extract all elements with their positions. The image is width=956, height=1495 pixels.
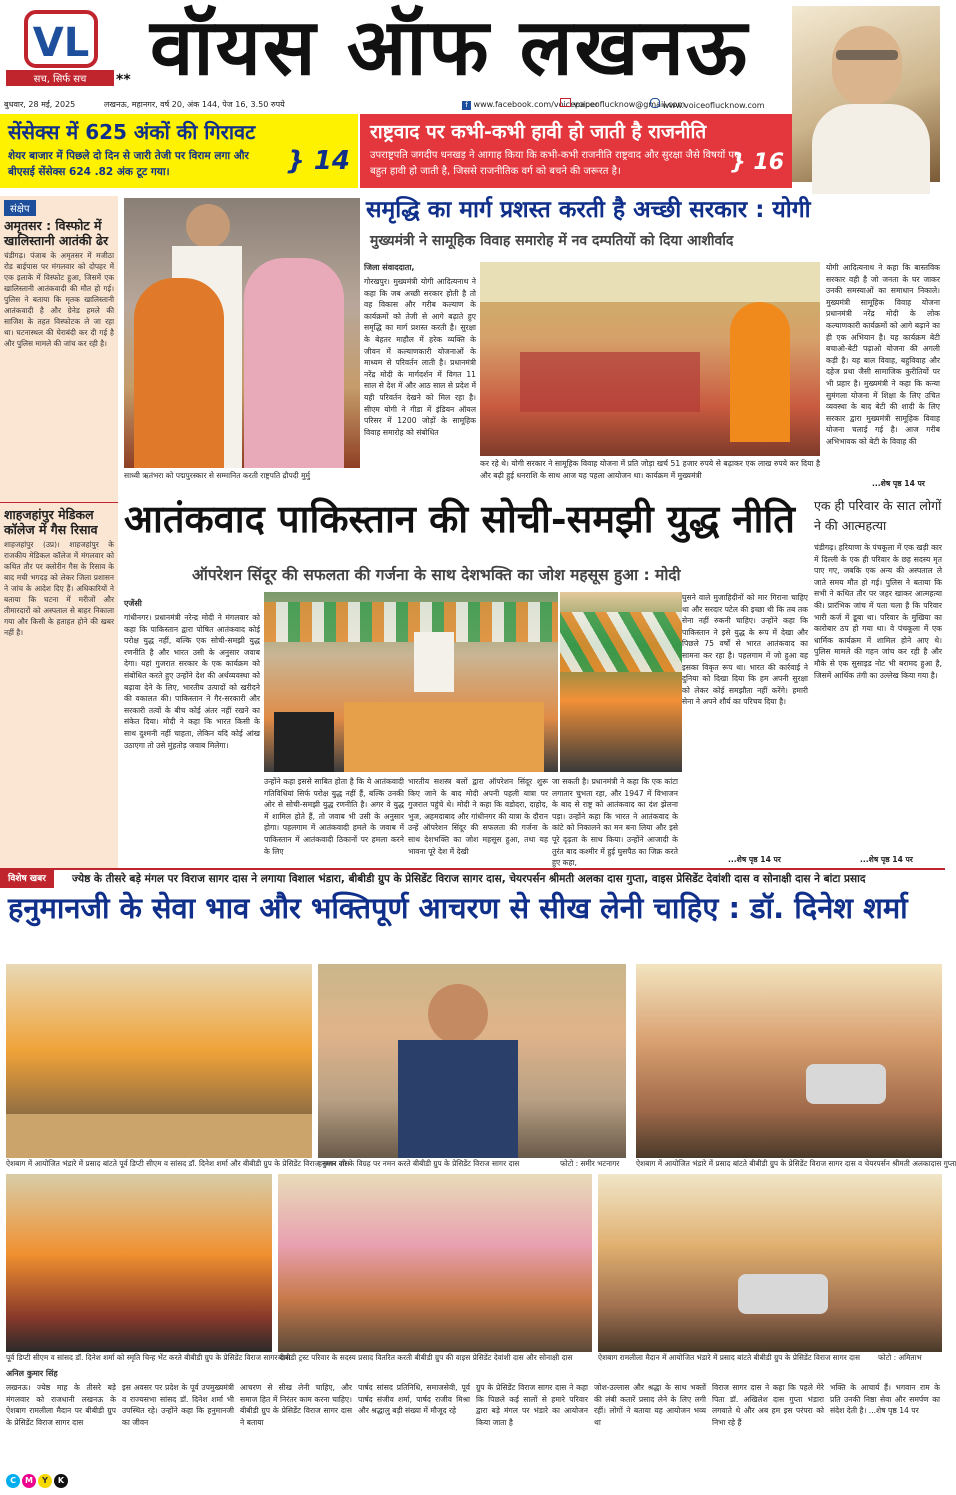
newspaper-logo [6,8,114,88]
bhandara-caption-1: ऐशबाग में आयोजित भंडारे में प्रसाद बांटते पूर्व डिप्टी सीएम व सांसद डॉ. दिनेश शर्मा और बीबीडी ग्रुप के प्रेसिडेंट विराज सागर दास [6,1159,350,1168]
bhandara-column-7: विराज सागर दास ने कहा कि पहले मेरे पिता डॉ. अखिलेश दास गुप्ता भंडारा लगवाते थे और अब हम इस परंपरा को निभा रहे हैं [712,1383,824,1427]
bhandara-photo-2 [318,964,626,1158]
nationalism-ticker[interactable] [360,114,792,188]
facebook-icon: f [462,101,471,110]
vice-president-portrait [792,6,940,182]
sensex-ticker[interactable] [0,114,358,188]
main-subhead: ऑपरेशन सिंदूर की सफलता की गर्जना के साथ देशभक्ति का जोश महसूस हुआ : मोदी [192,566,681,584]
shahjahanpur-headline[interactable]: शाहजहांपुर मेडिकल कॉलेज में गैस रिसाव [0,502,118,539]
bhandara-column-4: पार्षद सांसद प्रतिनिधि, समाजसेवी, पूर्व पार्षद संजीव शर्मा, पार्षद राजीव मिश्रा और श्रद्धालु बड़ी संख्या में मौजूद रहे [358,1383,470,1416]
amritsar-body: चंडीगढ़। पंजाब के अमृतसर में मजीठा रोड बाईपास पर मंगलवार को दोपहर में एक इलाके में विस्फोट हुआ, जिसमें एक खालिस्तानी आतंकवादी की मौत हो गई। पुलिस ने बताया कि मृतक खालिस्तानी आतंकवादी है और ग्रेनेड हमले की साजिश के तहत विस्फोटक ले जा रहा था। घटनास्थल की घेराबंदी कर दी गई है और पुलिस मामले की जांच कर रही है। [4,251,114,348]
yogi-subhead: मुख्यमंत्री ने सामूहिक विवाह समारोह में नव दम्पतियों को दिया आशीर्वाद [370,233,734,249]
masthead-title: वॉयस ऑफ लखनऊ [150,2,749,93]
main-headline[interactable]: आतंकवाद पाकिस्तान की सोची-समझी युद्ध नीति [124,496,795,541]
bhandara-credit-2: फोटो : समीर भटनागर [560,1159,620,1168]
bhandara-caption-2: हनुमान जी के विग्रह पर नमन करते बीबीडी ग्रुप के प्रेसिडेंट विराज सागर दास [318,1159,520,1168]
yogi-headline[interactable]: समृद्धि का मार्ग प्रशस्त करती है अच्छी सरकार : योगी [366,197,811,223]
bhandara-photo-4 [6,1174,272,1352]
mail-icon [560,98,571,107]
amritsar-headline[interactable]: अमृतसर : विस्फोट में खालिस्तानी आतंकी ढेर [4,218,109,248]
website-link[interactable] [650,98,765,112]
cmyk-c: C [6,1474,20,1488]
bhandara-caption-5: बीबीडी ट्रस्ट परिवार के सदस्य प्रसाद वितरित करती बीबीडी ग्रुप की वाइस प्रेसिडेंट देवांशी दास और सोनाक्षी दास [278,1353,573,1362]
main-dateline: एजेंसी [124,599,142,608]
shahjahanpur-body: शाहजहांपुर (उप्र)। शाहजहांपुर के राजकीय मेडिकल कॉलेज में मंगलवार को कथित तौर पर क्लोरीन गैस के रिसाव के बाद मची भगदड़ को लेकर जिला प्रशासन ने जांच के आदेश दिए हैं। अधिकारियों ने बताया कि घटना में मरीजों और तीमारदारों को अस्पताल से बाहर निकाला गया और किसी के हताहत होने की खबर नहीं है। [4,540,114,637]
bhandara-caption-4: पूर्व डिप्टी सीएम व सांसद डॉ. दिनेश शर्मा को स्मृति चिन्ह भेंट करते बीबीडी ग्रुप के प्रेसिडेंट विराज सागर दास [6,1353,291,1362]
briefs-tag: संक्षेप [4,200,36,216]
main-column-5: घुसने वाले मुजाहिदीनों को मार गिराना चाहिए था और सरदार पटेल की इच्छा थी कि तब तक सेना नहीं रुकनी चाहिए। उन्होंने कहा कि पाकिस्तान ने इसे युद्ध के रूप में देखा और पिछले 75 वर्षों से भारत आतंकवाद का सामना कर रहा है। पहलगाम में जो हुआ वह इसका विकृत रूप था। भारत की कार्रवाई ने दुनिया को दिखा दिया कि हम अपनी सुरक्षा को लेकर कोई समझौता नहीं करेंगे। हमारी सेना ने अपने शौर्य का परिचय दिया है। [682,592,808,854]
yogi-dateline: जिला संवाददाता, [364,263,415,272]
bhandara-column-5: ग्रुप के प्रेसिडेंट विराज सागर दास ने कहा कि पिछले कई सालों से हमारे परिवार द्वारा बड़े मंगल पर भंडारे का आयोजन किया जाता है [476,1383,588,1427]
nationalism-page-ref: } 16 [730,150,784,175]
bhandara-column-3: आचरण से सीख लेनी चाहिए, और समाज हित में निरंतर काम करना चाहिए। बीबीडी ग्रुप के प्रेसिडेंट विराज सागर दास ने बताया [240,1383,352,1427]
family-body: चंडीगढ़। हरियाणा के पंचकूला में एक खड़ी कार में दिल्ली के एक ही परिवार के छह सदस्य मृत पाए गए, जबकि एक अन्य की अस्पताल ले जाते समय मौत हो गई। पुलिस ने बताया कि सभी ने कथित तौर पर जहर खाकर आत्महत्या की। प्रारंभिक जांच में पता चला है कि परिवार भारी कर्ज में डूबा था। परिवार के मुखिया का कारोबार ठप हो गया था। वे पंचकूला में एक धार्मिक कार्यक्रम में शामिल होने आए थे। पुलिस मामले की गहन जांच कर रही है और मौके से एक सुसाइड नोट भी बरामद हुआ है, जिसमें आर्थिक तंगी का उल्लेख किया गया है। [814,543,942,680]
main-column-1: गांधीनगर। प्रधानमंत्री नरेन्द्र मोदी ने मंगलवार को कहा कि पाकिस्तान द्वारा पोषित आतंकवाद कोई परोक्ष युद्ध नहीं, बल्कि एक सोची-समझी युद्ध रणनीति है और भारत उसी के अनुसार जवाब देगा। यहां गुजरात सरकार के एक कार्यक्रम को संबोधित करते हुए उन्होंने देश की अर्थव्यवस्था को बढ़ावा देने के लिए, भारतीय उत्पादों को खरीदने की वकालत की। पाकिस्तान ने गैर-सरकारी और सरकारी तत्वों के बीच कोई अंतर नहीं रखने का संकेत दिया। मोदी ने कहा कि भारत किसी के साथ दुश्मनी नहीं चाहता, लेकिन यदि कोई आंख उठाएगा तो उसे मुंहतोड़ जवाब मिलेगा। [124,613,260,750]
bhandara-photo-6 [598,1174,942,1352]
special-news-tag: विशेष खबर [0,870,54,888]
bhandara-photo-3 [636,964,942,1158]
cmyk-m: M [22,1474,36,1488]
masthead-stars: ** [116,72,131,88]
bhandara-byline: अनिल कुमार सिंह [6,1369,58,1378]
main-column-4: जा सकती है। प्रधानमंत्री ने कहा कि एक कांटा लगातार चुभता रहा, और 1947 में विभाजन के बाद से राष्ट्र को आतंकवाद का दंश झेलना पड़ा। उन्होंने कहा कि भारत ने आतंकवाद के कांटे को निकालने का मन बना लिया और इसे पूरे दृढ़ता के साथ किया। उन्होंने आजादी के तुरंत बाद कश्मीर में हुई घुसपैठ का जिक्र करते हुए कहा, [552,777,678,868]
yogi-column-3: योगी आदित्यनाथ ने कहा कि बास्तविक सरकार वही है जो जनता के घर जाकर उनकी समस्याओं का समाधान निकाले। मुख्यमंत्री सामूहिक विवाह योजना प्रधानमंत्री नरेंद्र मोदी के लोक कल्याणकारी कार्यक्रमों को आगे बढ़ाने का ही एक अभियान है। यह कार्यक्रम बेटी बचाओ-बेटी पढ़ाओ योजना की अगली कड़ी है। यह बाल विवाह, बहुविवाह और दहेज प्रथा जैसी सामाजिक कुरीतियों पर भी प्रहार है। मुख्यमंत्री ने कहा कि कन्या सुमंगला योजना में शिक्षा के लिए उचित व्यवस्था के बाद बेटी की शादी के लिए सरकार द्वारा मुख्यमंत्री सामूहिक विवाह योजना चलाई गई है। आज गरीब अभिभावक को बेटी के विवाह की [826,263,940,446]
yogi-continued[interactable]: ...शेष पृष्ठ 14 पर [872,479,925,488]
award-photo [124,198,360,468]
bhandara-column-8: भक्ति के आचार्य हैं। भगवान राम के प्रति उनकी निष्ठा सेवा और समर्पण का संदेश देती है। ...शेष पृष्ठ 14 पर [830,1383,940,1416]
bhandara-headline[interactable]: हनुमानजी के सेवा भाव और भक्तिपूर्ण आचरण से सीख लेनी चाहिए : डॉ. दिनेश शर्मा [8,891,908,925]
family-headline[interactable]: एक ही परिवार के सात लोगों ने की आत्महत्या [814,498,942,533]
globe-icon [650,98,660,108]
facebook-url: www.facebook.com/voicepaper [473,100,599,109]
main-column-2: उन्होंने कहा इससे साबित होता है कि ये आतंकवादी गतिविधियां सिर्फ परोक्ष युद्ध नहीं हैं, बल्कि उनकी ओर से सोची-समझी युद्ध रणनीति है। अगर वे युद्ध में शामिल होते हैं, तो जवाब भी उसी के अनुसार होगा। पहलगाम में आतंकवादी हमले के जवाब में पाकिस्तान में आतंकवादी ठिकानों पर हमला करने के लिए [264,777,404,856]
special-news-text[interactable]: ज्येष्ठ के तीसरे बड़े मंगल पर विराज सागर दास ने लगाया विशाल भंडारा, बीबीडी ग्रुप के प्रेसिडेंट विराज सागर दास, चेयरपर्सन श्रीमती अलका दास गुप्ता, वाइस प्रेसिडेंट देवांशी दास व सोनाक्षी दास ने बांटा प्रसाद [72,873,866,885]
nationalism-summary: उपराष्ट्रपति जगदीप धनखड़ ने आगाह किया कि कभी-कभी राजनीति राष्ट्रवाद और सुरक्षा जैसे विषयों पर बहुत हावी हो जाती है, जिससे राजनीतिक वर्ग को बचने की जरूरत है। [370,150,739,177]
cmyk-registration [6,1474,68,1488]
sensex-headline: सेंसेक्स में 625 अंकों की गिरावट [8,120,256,144]
bhandara-caption-3: ऐशबाग में आयोजित भंडारे में प्रसाद बांटते बीबीडी ग्रुप के प्रेसिडेंट विराज सागर दास व चेयरपर्सन श्रीमती अलकादास गुप्ता [636,1159,956,1168]
bhandara-column-2: इस अवसर पर प्रदेश के पूर्व उपमुख्यमंत्री व राज्यसभा सांसद डॉ. दिनेश शर्मा भी उपस्थित रहे। उन्होंने कहा कि हनुमानजी का जीवन [122,1383,234,1427]
website-url: www.voiceoflucknow.com [662,101,765,110]
cmyk-y: Y [38,1474,52,1488]
bhandara-photo-1 [6,964,312,1158]
issue-edition: लखनऊ, महानगर, वर्ष 20, अंक 144, पेज 16, 3.50 रुपये [104,100,285,109]
email-address: voiceoflucknow@gmail.com [573,100,686,109]
svg-text:सच, सिर्फ सच: सच, सिर्फ सच [33,74,87,85]
family-continued[interactable]: ...शेष पृष्ठ 14 पर [860,855,913,864]
roadshow-photo [264,592,558,772]
briefs-sidebar [0,196,118,868]
bhandara-credit-6: फोटो : अमिताभ [878,1353,922,1362]
wedding-photo [480,262,820,456]
award-photo-caption: साध्वी ऋतंभरा को पद्मपुरस्कार से सम्मानित करती राष्ट्रपति द्रौपदी मुर्मु [124,471,311,480]
sensex-summary: शेयर बाजार में पिछले दो दिन से जारी तेजी पर विराम लगा और बीएसई सेंसेक्स 624 .82 अंक टूट गया। [8,150,249,178]
yogi-column-2: कर रहे थे। योगी सरकार ने सामूहिक विवाह योजना में प्रति जोड़ा खर्च 51 हजार रुपये से बढ़ाकर एक लाख रुपये कर दिया है और बढ़ी हुई धनराशि के साथ आज यह पहला आयोजन था। कार्यक्रम में मुख्यमंत्री [480,459,820,480]
bhandara-column-1: लखनऊ। ज्येष्ठ माह के तीसरे बड़े मंगलवार को राजधानी लखनऊ के ऐशबाग रामलीला मैदान पर बीबीडी ग्रुप के प्रेसिडेंट विराज सागर दास [6,1383,116,1427]
bhandara-photo-5 [278,1174,592,1352]
nationalism-headline: राष्ट्रवाद पर कभी-कभी हावी हो जाती है राजनीति [370,121,707,143]
bhandara-caption-6: ऐशबाग रामलीला मैदान में आयोजित भंडारे में प्रसाद बांटते बीबीडी ग्रुप के प्रेसिडेंट विराज सागर दास [598,1353,860,1362]
svg-text:VL: VL [32,20,90,66]
cmyk-k: K [54,1474,68,1488]
issue-date: बुधवार, 28 मई, 2025 [4,100,76,109]
main-continued[interactable]: ...शेष पृष्ठ 14 पर [728,855,781,864]
sensex-page-ref: } 14 [286,146,350,176]
bhandara-column-6: जोश-उल्लास और श्रद्धा के साथ भक्तों की लंबी कतारें प्रसाद लेने के लिए लगी रहीं। लोगों ने बताया यह आयोजन भव्य था [594,1383,706,1427]
yogi-column-1: गोरखपुर। मुख्यमंत्री योगी आदित्यनाथ ने कहा कि जब अच्छी सरकार होती है तो वह विकास और गरीब कल्याण के कार्यक्रमों को तेजी से आगे बढ़ाते हुए समृद्धि का मार्ग प्रशस्त करती है। सुरक्षा के बेहतर माहौल में हरेक व्यक्ति के जीवन में कल्याणकारी योजनाओं के माध्यम से परिवर्तन लाती है। प्रधानमंत्री नरेंद्र मोदी के मार्गदर्शन में विगत 11 साल से देश में और आठ साल से प्रदेश में यही परिवर्तन देखने को मिल रहा है। सीएम योगी ने गीडा में इंडियन ऑयल परिसर में 1200 जोड़ों के सामूहिक विवाह समारोह को संबोधित [364,277,476,437]
main-column-3: भारतीय सशस्त्र बलों द्वारा ऑपरेशन सिंदूर शुरू किए जाने के बाद मोदी अपनी पहली यात्रा पर गुजरात पहुंचे थे। मोदी ने कहा कि वडोदरा, दाहोद, भुज, अहमदाबाद और गांधीनगर की यात्रा के दौरान उन्हें ऑपरेशन सिंदूर की सफलता की गर्जना के साथ देशभक्ति का जोश महसूस हुआ, तथा यह भावना पूरे देश में देखी [408,777,548,856]
special-news-strip [0,868,945,888]
